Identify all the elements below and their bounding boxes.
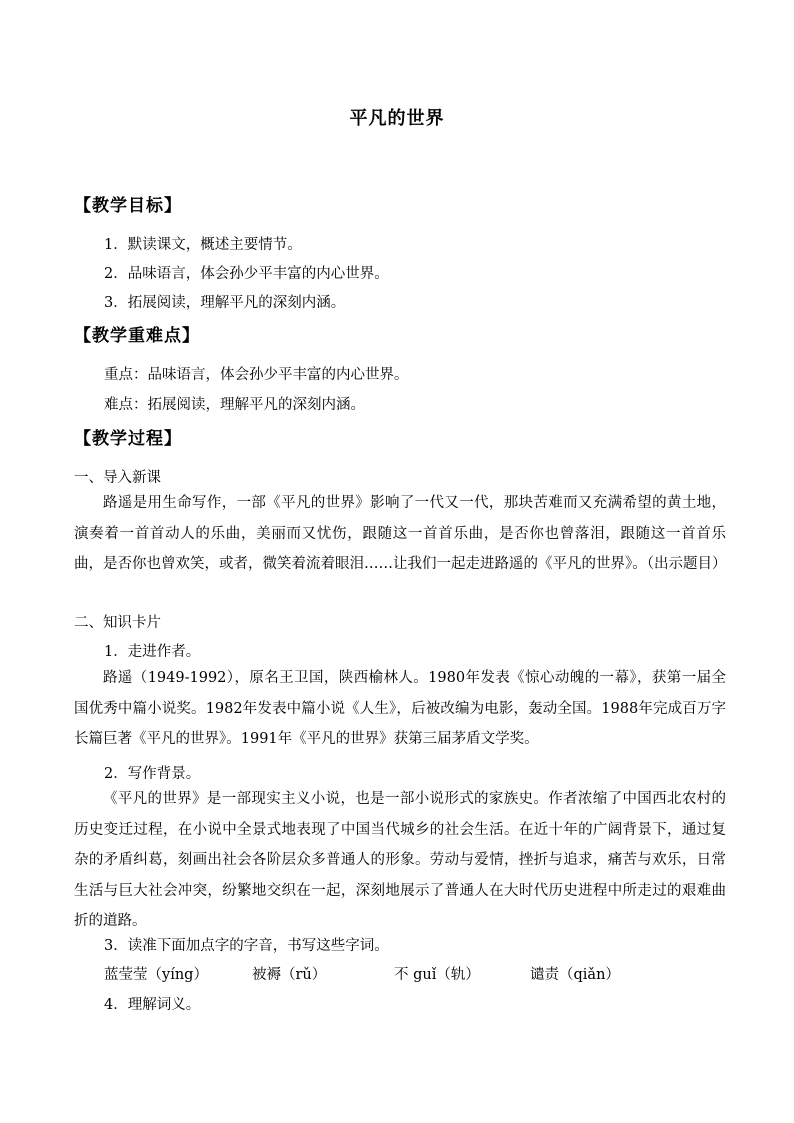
word-3: 不 guǐ（轨） bbox=[394, 967, 480, 983]
background-paragraph: 《平凡的世界》是一部现实主义小说，也是一部小说形式的家族史。作者浓缩了中国西北农村的历史变迁过程，在小说中全景式地表现了中国当代城乡的社会生活。在近十年的广阔背景下，通过复杂的矛盾纠葛，刻画出社会各阶层众多普通人的形象。劳动与爱情，挫折与追求，痛苦与欢乐，日常生活与巨大社会冲突，纷繁地交织在一起，深刻地展示了普通人在大时代历史进程中所走过的艰难曲折的道路。 bbox=[74, 791, 726, 929]
knowledge-item-3: 3．读准下面加点字的字音，书写这些字词。 bbox=[104, 938, 389, 954]
word-2: 被褥（rǔ） bbox=[252, 967, 327, 983]
knowledge-item-4: 4．理解词义。 bbox=[104, 997, 201, 1013]
author-paragraph: 路遥（1949-1992），原名王卫国，陕西榆林人。1980年发表《惊心动魄的一幕》，获第一届全国优秀中篇小说奖。1982年发表中篇小说《人生》，后被改编为电影，轰动全国。1988年完成百万字长篇巨著《平凡的世界》。1991年《平凡的世界》获第三届茅盾文学奖。 bbox=[74, 670, 726, 747]
goal-item-3: 3．拓展阅读，理解平凡的深刻内涵。 bbox=[104, 295, 346, 311]
section-1-title: 一、导入新课 bbox=[74, 470, 161, 486]
process-heading: 【教学过程】 bbox=[74, 429, 182, 449]
word-1: 蓝莹莹（yíng） bbox=[104, 967, 208, 983]
goal-item-1: 1．默读课文，概述主要情节。 bbox=[104, 237, 302, 253]
intro-paragraph: 路遥是用生命写作，一部《平凡的世界》影响了一代又一代，那块苦难而又充满希望的黄土地，演奏着一首首动人的乐曲，美丽而又忧伤，跟随这一首首乐曲，是否你也曾落泪，跟随这一首首乐曲，是否你也曾欢笑，或者，微笑着流着眼泪……让我们一起走进路遥的《平凡的世界》。（出示题目） bbox=[74, 495, 727, 572]
keypoint-item-1: 重点：品味语言，体会孙少平丰富的内心世界。 bbox=[104, 367, 409, 383]
goal-item-2: 2．品味语言，体会孙少平丰富的内心世界。 bbox=[104, 266, 389, 282]
section-2-title: 二、知识卡片 bbox=[74, 615, 161, 631]
knowledge-item-2: 2．写作背景。 bbox=[104, 766, 201, 782]
goals-heading: 【教学目标】 bbox=[74, 196, 182, 216]
page-title: 平凡的世界 bbox=[349, 108, 445, 129]
knowledge-item-1: 1．走进作者。 bbox=[104, 644, 201, 660]
word-4: 谴责（qiǎn） bbox=[530, 967, 620, 983]
keypoint-item-2: 难点：拓展阅读，理解平凡的深刻内涵。 bbox=[104, 397, 365, 413]
keypoints-heading: 【教学重难点】 bbox=[74, 326, 200, 346]
